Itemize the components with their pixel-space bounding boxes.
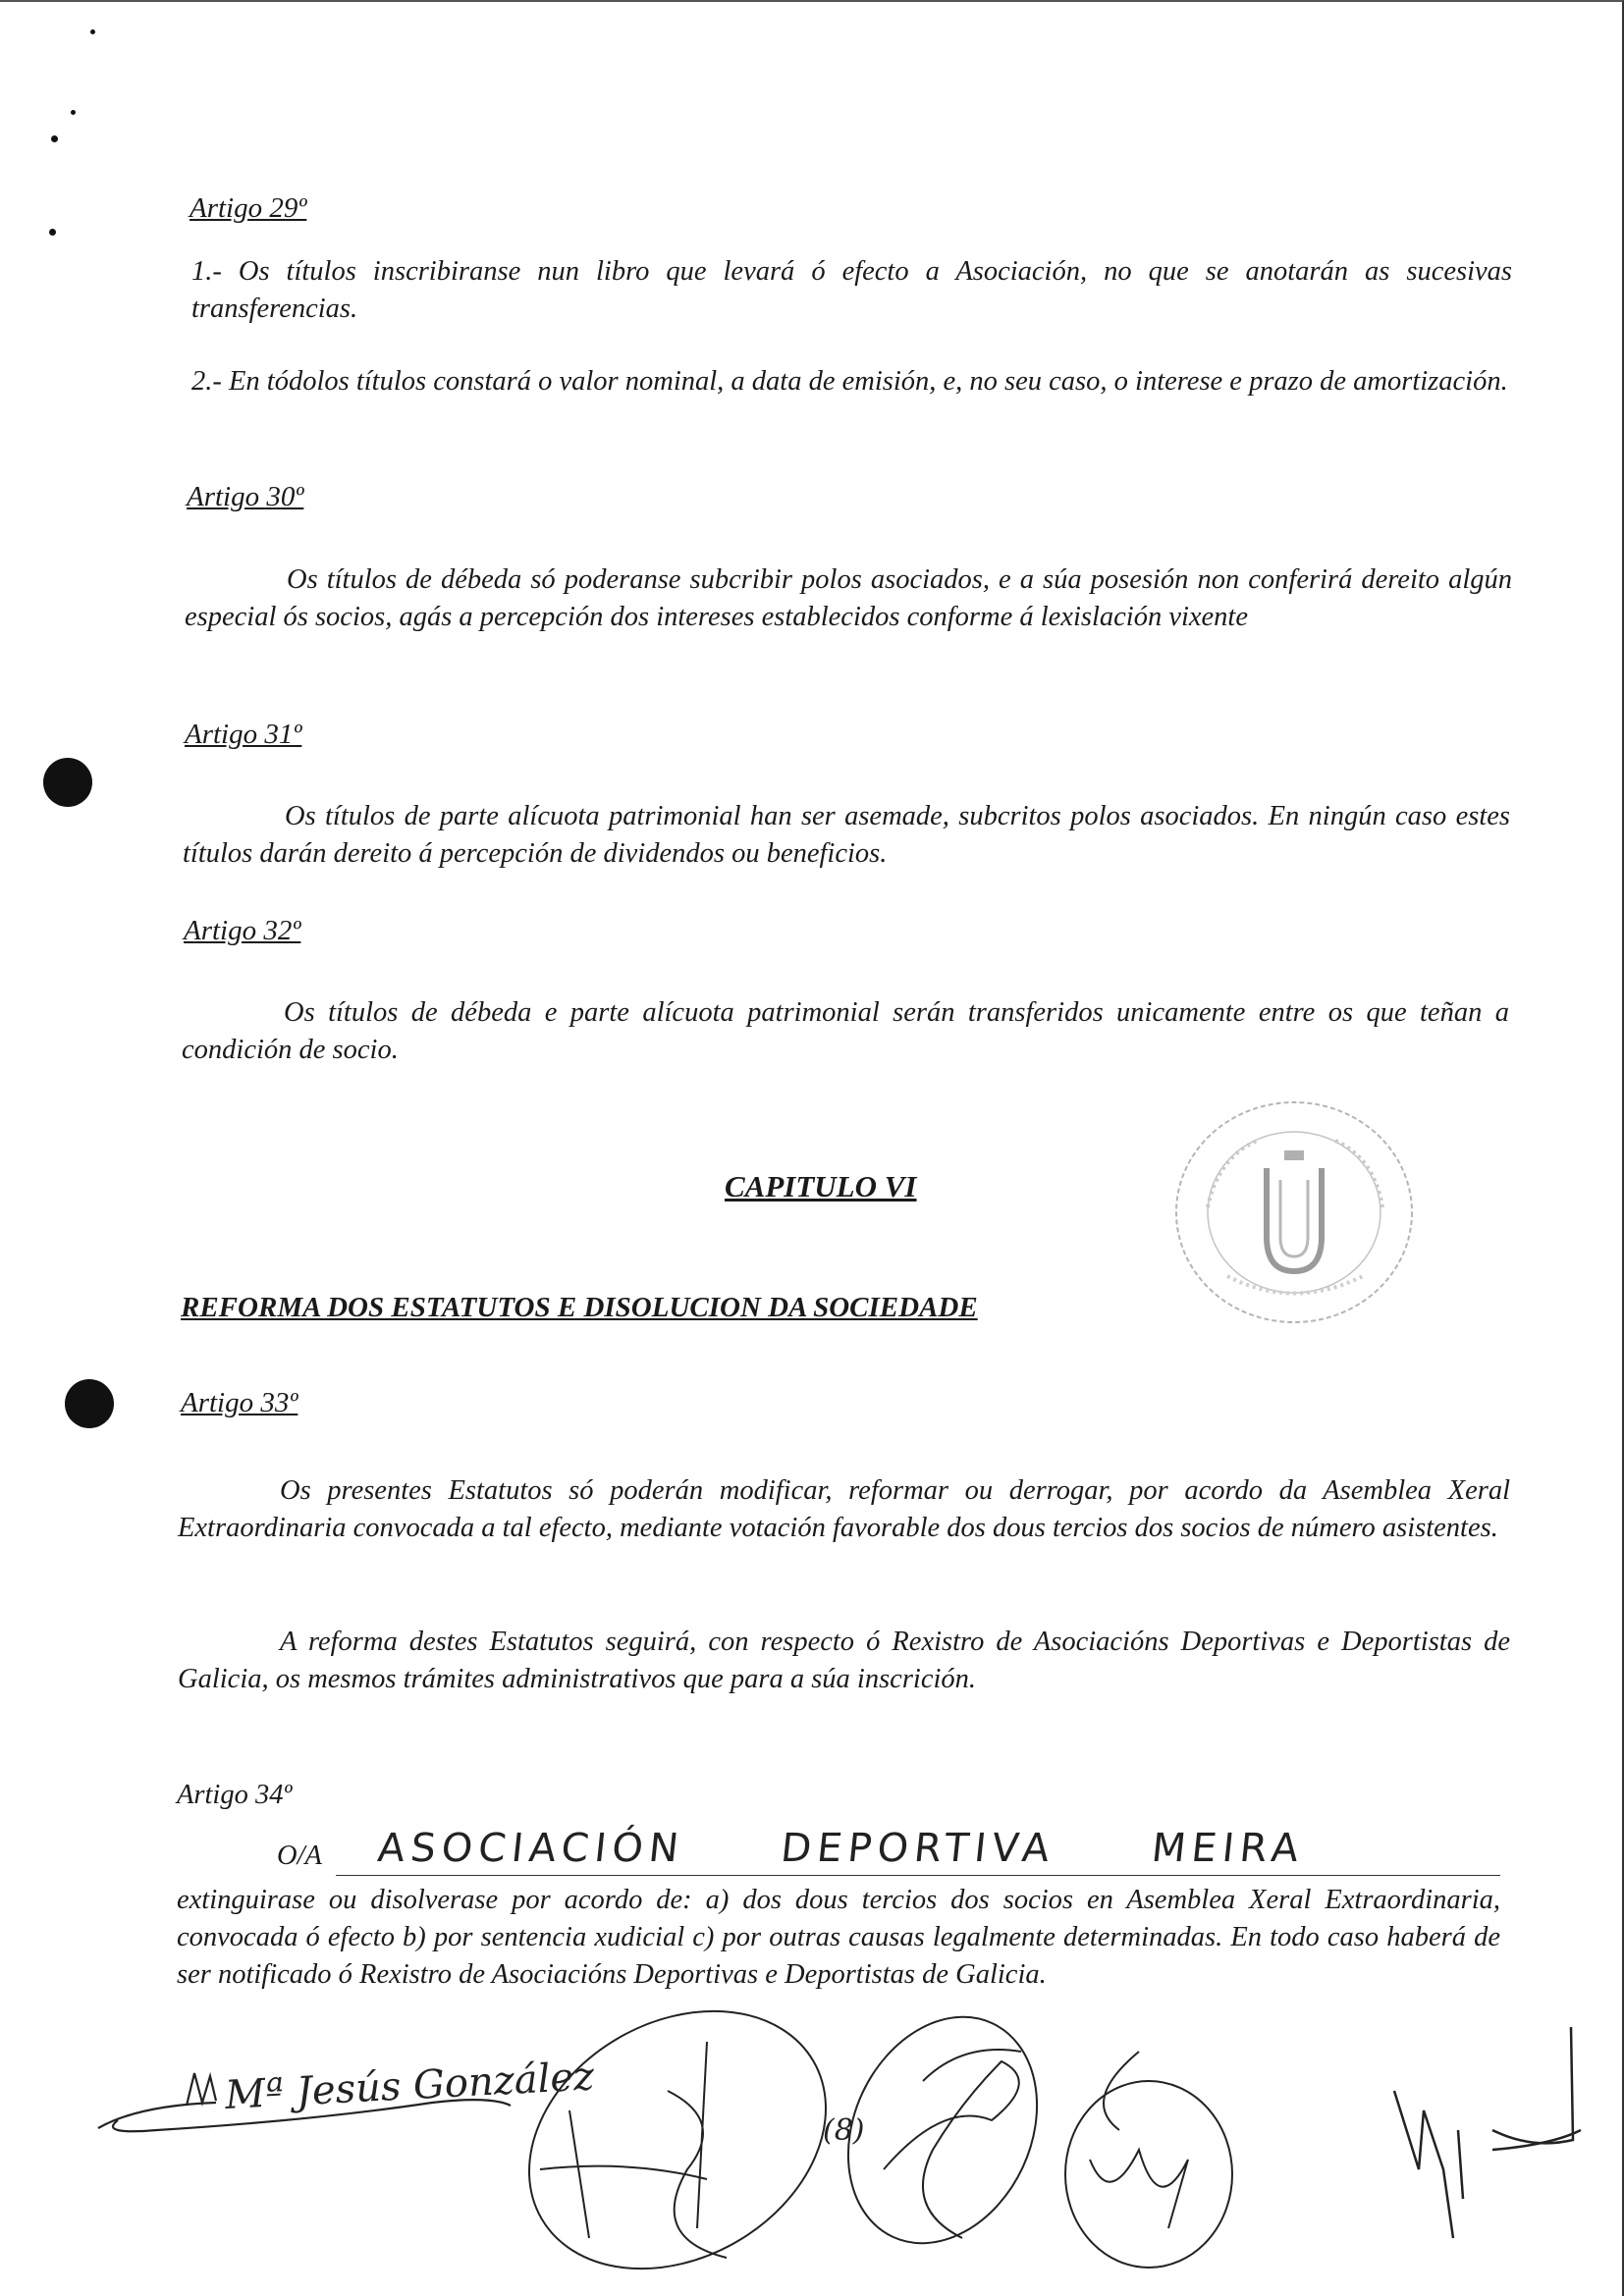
signature-5 bbox=[1394, 2027, 1581, 2238]
article-29-heading: Artigo 29º bbox=[189, 192, 307, 224]
article-33-heading: Artigo 33º bbox=[181, 1387, 298, 1418]
handwritten-association-name: ASOCIACIÓN DEPORTIVA MEIRA bbox=[375, 1826, 1307, 1871]
club-seal-stamp bbox=[1168, 1090, 1424, 1335]
article-34-heading: Artigo 34º bbox=[177, 1780, 293, 1810]
margin-speck bbox=[49, 229, 56, 236]
article-31-heading: Artigo 31º bbox=[185, 719, 302, 750]
article-33-paragraph-2: A reforma destes Estatutos seguirá, con respecto ó Rexistro de Asociacións Deportivas e Deportistas de Galicia, os mesmos trámites administrativos que para a súa inscrición. bbox=[178, 1627, 1510, 1694]
signatures-area bbox=[79, 1983, 1610, 2296]
margin-speck bbox=[71, 110, 76, 115]
signature-2 bbox=[482, 1983, 872, 2296]
chapter-subtitle: REFORMA DOS ESTATUTOS E DISOLUCION DA SOCIEDADE bbox=[181, 1292, 978, 1323]
margin-speck bbox=[51, 135, 58, 142]
article-31-paragraph: Os títulos de parte alícuota patrimonial han ser asemade, subcritos polos asociados. En ningún caso estes títulos darán dereito á percepción de dividendos ou beneficios. bbox=[183, 801, 1510, 869]
article-34-prefix: O/A bbox=[277, 1841, 322, 1871]
page-mark: (8) bbox=[823, 2113, 865, 2148]
chapter-title: CAPITULO VI bbox=[725, 1169, 917, 1203]
article-29-paragraph-2: 2.- En tódolos títulos constará o valor nominal, a data de emisión, e, no seu caso, o interese e prazo de amortización. bbox=[191, 366, 1508, 397]
article-30-heading: Artigo 30º bbox=[187, 481, 304, 512]
punch-hole bbox=[65, 1379, 114, 1428]
article-34-body: extinguirase ou disolverase por acordo de: a) dos dous tercios dos socios en Asemblea Xeral Extraordinaria, convocada ó efecto b) por sentencia xudicial c) por outras causas legalmente determinadas. En todo caso haberá de ser notificado ó Rexistro de Asociacións Deportivas e Deportistas de Galicia. bbox=[177, 1885, 1500, 1990]
punch-hole bbox=[43, 758, 92, 807]
article-29-paragraph-1: 1.- Os títulos inscribiranse nun libro que levará ó efecto a Asociación, no que se anotarán as sucesivas transferencias. bbox=[191, 256, 1512, 324]
signature-1-text: Mª Jesús González bbox=[224, 2054, 596, 2118]
association-name-line bbox=[336, 1875, 1500, 1876]
signature-4 bbox=[1065, 2052, 1232, 2268]
article-32-paragraph: Os títulos de débeda e parte alícuota patrimonial serán transferidos unicamente entre os que teñan a condición de socio. bbox=[182, 997, 1509, 1065]
article-33-paragraph-1: Os presentes Estatutos só poderán modificar, reformar ou derrogar, por acordo da Asemblea Xeral Extraordinaria convocada a tal efecto, mediante votación favorable dos dous tercios dos socios de número asistentes. bbox=[178, 1475, 1510, 1543]
article-30-paragraph: Os títulos de débeda só poderanse subcribir polos asociados, e a súa posesión non conferirá dereito algún especial ós socios, agás a percepción dos intereses establecidos conforme á lexislación vixente bbox=[185, 564, 1512, 632]
article-32-heading: Artigo 32º bbox=[184, 915, 301, 946]
margin-speck bbox=[90, 29, 95, 34]
